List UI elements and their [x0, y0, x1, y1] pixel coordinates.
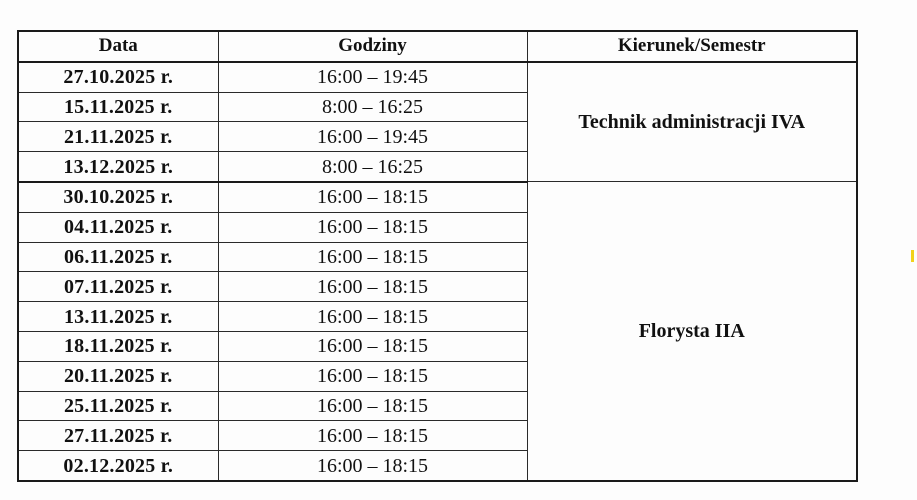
date-cell: 30.10.2025 r. [18, 182, 218, 212]
schedule-body [18, 62, 857, 481]
hours-cell: 16:00 – 18:15 [218, 331, 527, 361]
hours-cell: 16:00 – 19:45 [218, 122, 527, 152]
hours-cell: 8:00 – 16:25 [218, 152, 527, 182]
table-row [18, 62, 857, 92]
date-cell: 21.11.2025 r. [18, 122, 218, 152]
date-cell: 27.11.2025 r. [18, 421, 218, 451]
course-cell: Florysta IIA [527, 182, 857, 481]
header-hours: Godziny [218, 31, 527, 62]
hours-cell: 16:00 – 18:15 [218, 212, 527, 242]
course-cell: Technik administracji IVA [527, 62, 857, 182]
date-cell: 20.11.2025 r. [18, 361, 218, 391]
hours-cell: 16:00 – 18:15 [218, 391, 527, 421]
hours-cell: 16:00 – 18:15 [218, 272, 527, 302]
header-row [18, 31, 857, 62]
hours-cell: 16:00 – 18:15 [218, 451, 527, 481]
hours-cell: 16:00 – 18:15 [218, 361, 527, 391]
hours-cell: 16:00 – 19:45 [218, 62, 527, 92]
date-cell: 06.11.2025 r. [18, 242, 218, 272]
date-cell: 27.10.2025 r. [18, 62, 218, 92]
schedule-table [17, 30, 858, 482]
date-cell: 07.11.2025 r. [18, 272, 218, 302]
highlighter-mark [911, 250, 914, 262]
date-cell: 25.11.2025 r. [18, 391, 218, 421]
date-cell: 13.11.2025 r. [18, 302, 218, 332]
hours-cell: 16:00 – 18:15 [218, 302, 527, 332]
date-cell: 13.12.2025 r. [18, 152, 218, 182]
date-cell: 04.11.2025 r. [18, 212, 218, 242]
header-date: Data [18, 31, 218, 62]
hours-cell: 16:00 – 18:15 [218, 242, 527, 272]
hours-cell: 8:00 – 16:25 [218, 92, 527, 122]
hours-cell: 16:00 – 18:15 [218, 421, 527, 451]
table-row [18, 182, 857, 212]
date-cell: 18.11.2025 r. [18, 331, 218, 361]
date-cell: 02.12.2025 r. [18, 451, 218, 481]
header-course: Kierunek/Semestr [527, 31, 857, 62]
hours-cell: 16:00 – 18:15 [218, 182, 527, 212]
date-cell: 15.11.2025 r. [18, 92, 218, 122]
